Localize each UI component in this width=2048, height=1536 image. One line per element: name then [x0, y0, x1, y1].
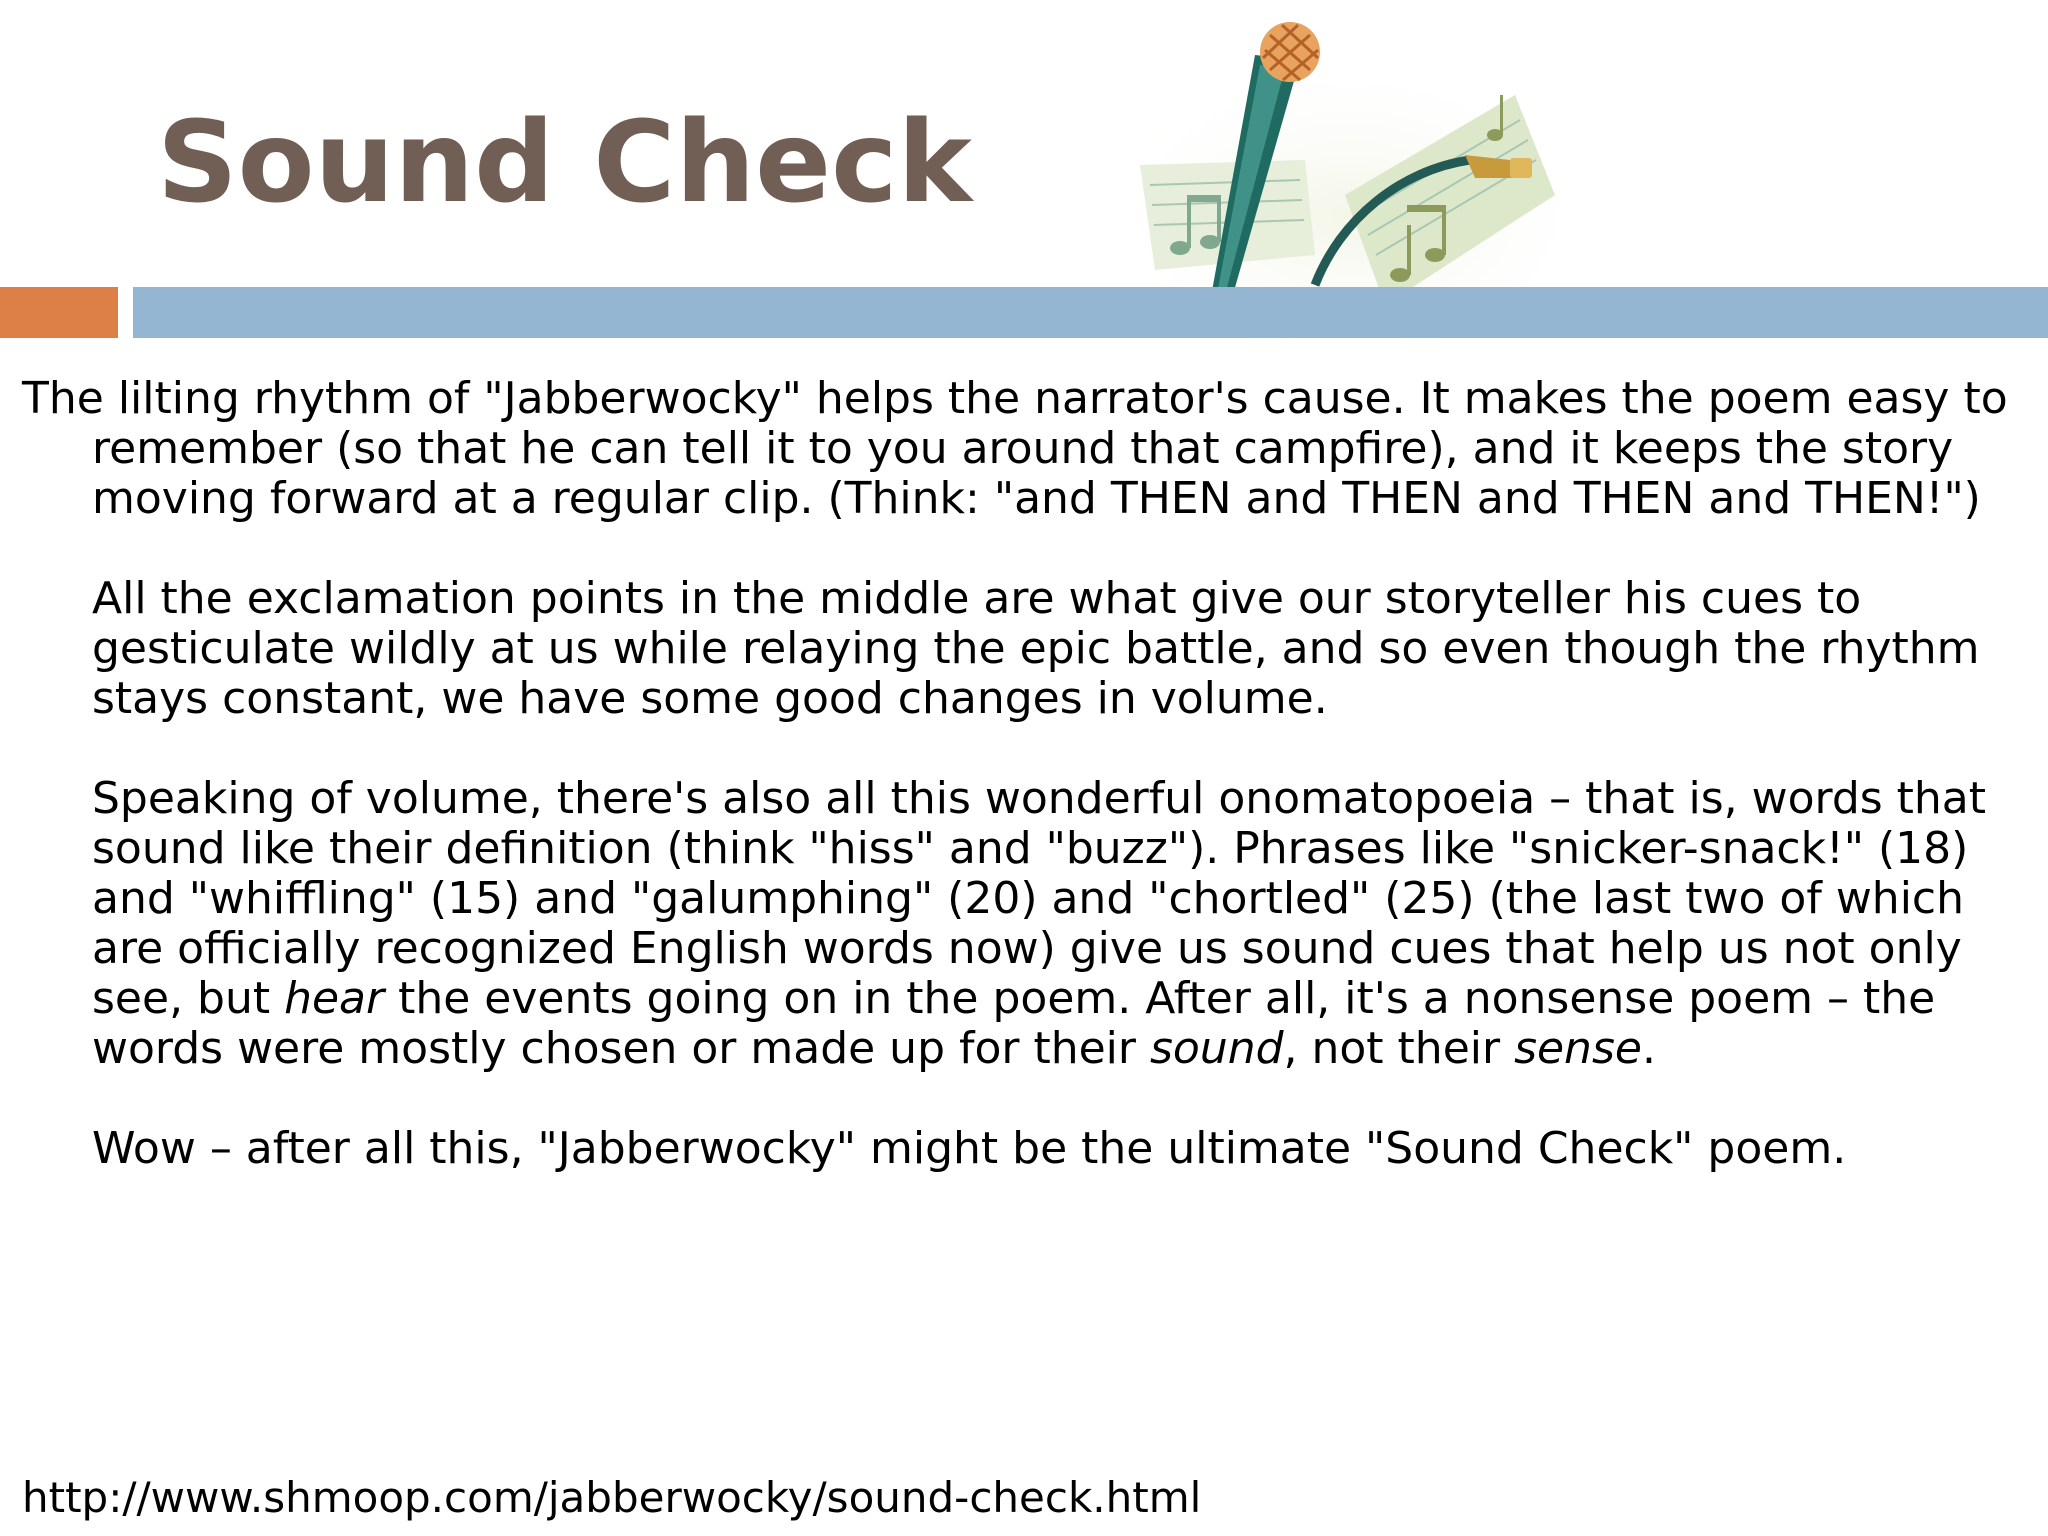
accent-bar-blue — [133, 287, 2048, 338]
paragraph-text: The lilting rhythm of "Jabberwocky" helps the narrator's cause. It makes the poem easy to remember (so that he can tell it to you around that campfire), and it keeps the story moving forward at a regular clip. (Think: "and THEN and THEN and THEN and THEN!") — [22, 373, 2008, 524]
paragraph-text: Wow – after all this, "Jabberwocky" might be the ultimate "Sound Check" poem. — [92, 1123, 1847, 1174]
paragraph-text: . — [1641, 1023, 1656, 1074]
paragraph-onomatopoeia — [22, 774, 2022, 1074]
emphasis-sound: sound — [1149, 1023, 1284, 1074]
source-url: http://www.shmoop.com/jabberwocky/sound-check.html — [22, 1473, 1202, 1522]
paragraph-text: All the exclamation points in the middle are what give our storyteller his cues to gesticulate wildly at us while relaying the epic battle, and so even though the rhythm stays constant, we have some good changes in volume. — [92, 573, 1980, 724]
paragraph-text: , not their — [1283, 1023, 1515, 1074]
paragraph-exclamation — [22, 574, 2022, 724]
slide-title: Sound Check — [157, 98, 973, 228]
slide-body — [22, 374, 2022, 1224]
accent-bar-orange — [0, 287, 118, 338]
paragraph-text: Speaking of volume, there's also all this wonderful onomatopoeia – that is, words that sound like their definition (think "hiss" and "buzz"). Phrases like "snicker-snack!" (18) and "whiffling" (15) and "galumphing" (20) and "chortled" (25) (the last two of which are officially recognized English words now) give us sound cues that help us not only see, but — [92, 773, 1987, 1024]
paragraph-text: the events going on in the poem. After all, it's a nonsense poem – the words were mostly chosen or made up for their — [92, 973, 1936, 1074]
emphasis-hear: hear — [284, 973, 385, 1024]
emphasis-sense: sense — [1514, 1023, 1642, 1074]
paragraph-rhythm — [22, 374, 2022, 524]
paragraph-conclusion — [22, 1124, 2022, 1174]
